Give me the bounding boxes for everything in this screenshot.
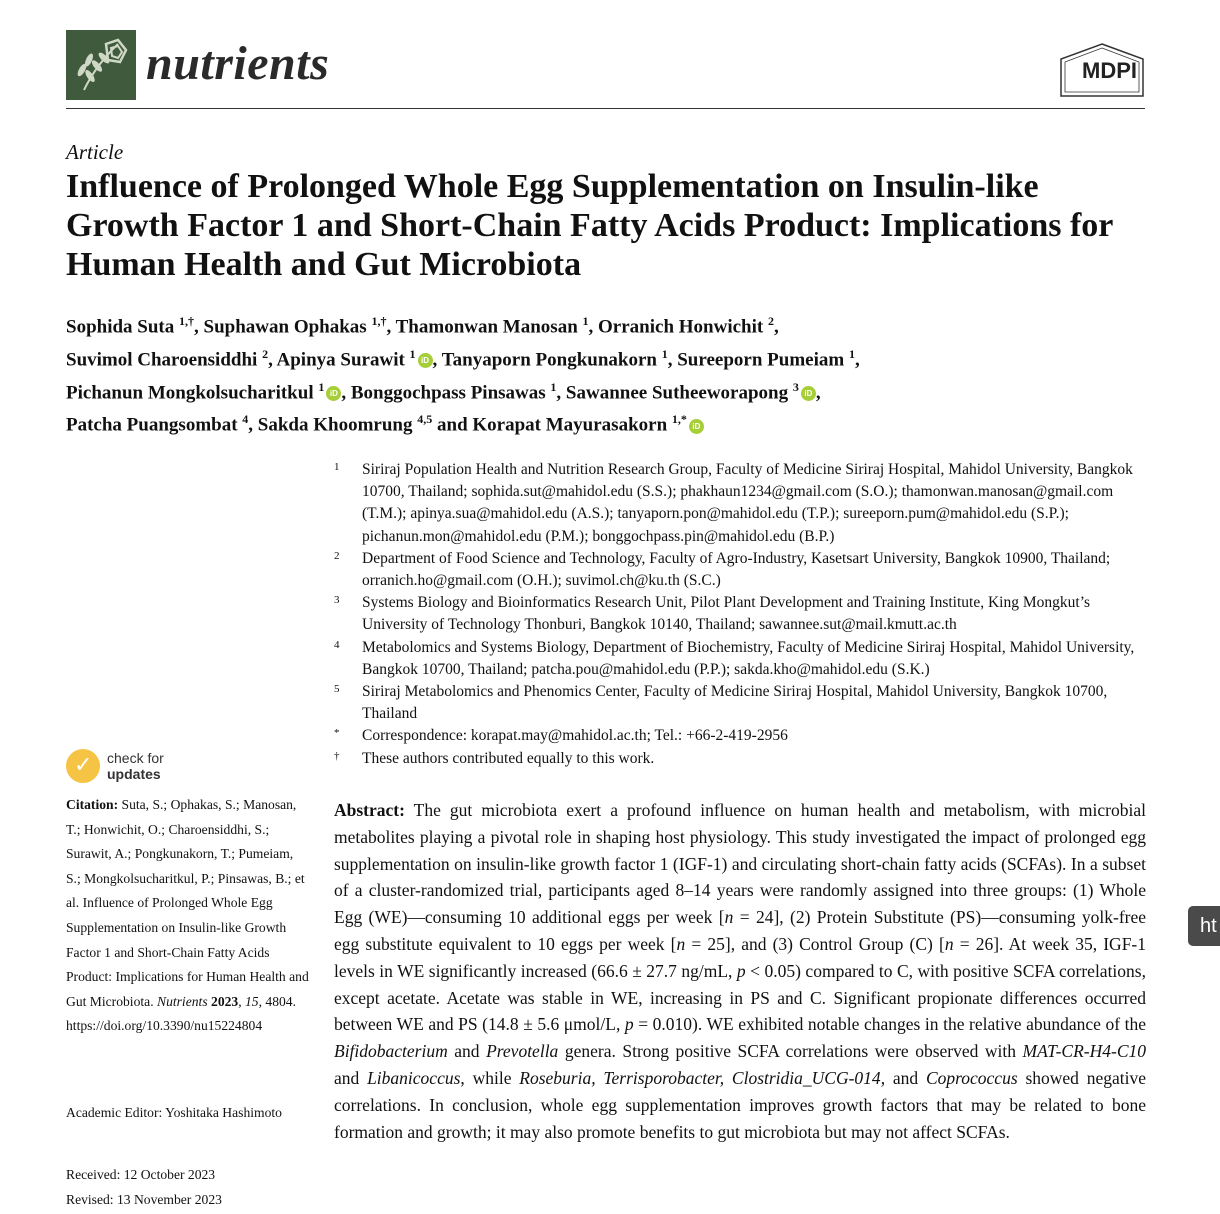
author-name: Orranich Honwichit [598,316,768,338]
side-tab[interactable]: ht [1188,906,1220,946]
author-affil-sup: 1,† [179,314,195,328]
journal-header [66,30,1145,109]
citation-journal: Nutrients [157,993,208,1009]
affiliation-number: 1 [334,461,340,473]
abstract-text: = 25], and (3) Control Group (C) [ [685,933,945,954]
abstract-text: = 24], (2) Protein Substitute (PS)—consuming yolk-free egg substitute equivalent to 10 eggs per week [ [334,907,1147,954]
affiliation-number: 4 [334,638,340,651]
wheat-icon [66,30,136,100]
orcid-icon[interactable]: iD [326,386,341,401]
citation: Citation: Suta, S.; Ophakas, S.; Manosan, T.; Honwichit, O.; Charoensiddhi, S.; Surawit, A.; Pongkunakorn, T.; Pumeiam, S.; Mongkolsucharitkul, P.; Pinsawas, B.; et al. Influence of Prolonged Whole Egg Supplementation on Insulin-like Growth Factor 1 and Short-Chain Fatty Acids Product: Implications for Human Health and Gut Microbiota. Nutrients 2023, 15, 4804. https://doi.org/10.3390/nu15224804 [66,797,309,1034]
affiliation-text: Siriraj Population Health and Nutrition Research Group, Faculty of Medicine Siriraj Hospital, Mahidol University, Bangkok 10700, Thailand; sophida.sut@mahidol.edu (S.S.); phakhaun1234@gmail.com (S.O.); thamonwan.manosan@gmail.com (T.M.); apinya.sua@mahidol.edu (A.S.); tanyaporn.pon@mahidol.edu (T.P.); sureeporn.pum@mahidol.edu (S.P.); pichanun.mon@mahidol.edu (P.M.); bonggochpass.pin@mahidol.edu (B.P.) [362,461,1133,545]
affiliation-item [334,637,1154,681]
affiliation-number: † [334,749,340,762]
author-list: Sophida Suta $^{1,\dagger}$, Suphawan Ophakas $^{1,\dagger}$, Thamonwan Manosan $^1$, Orranich Honwichit $^2$, Suvimol Charoensiddhi $^2$, Apinya Surawit $^1$ iD , Tanyaporn Pongkunakorn $^1$, Sureeporn Pumeiam $^1$, Pichanun Mongkolsucharitkul $^1$ iD , Bonggochpass Pinsawas $^1$, Sawannee Sutheeworapong $^3$ iD , Patcha Puangsombat $^4$, Sakda Khoomrung $^{4,5}$ and Korapat Mayurasakorn $^{1,*}$ iD [66,314,860,436]
journal-name: nutrients [146,37,330,90]
academic-editor: Academic Editor: Yoshitaka Hashimoto [66,1105,282,1120]
revised-date: Revised: 13 November 2023 [66,1191,222,1207]
author-affil-sup: 1,* [671,412,687,427]
affiliation-text: Systems Biology and Bioinformatics Research Unit, Pilot Plant Development and Training Institute, King Mongkut’s University of Technology Thonburi, Bangkok 10140, Thailand; sawannee.sut@mail.kmutt.ac.th [362,594,1091,634]
abstract-italic: Prevotella [486,1041,559,1062]
check-updates-line2: updates [107,766,161,782]
author-affil-sup: 3 [792,379,799,394]
abstract-text: < 0.05) compared to C, with positive SCFA correlations, except acetate. Acetate was stable in WE, increasing in PS and C. Significant propionate differences occurred between WE and PS (14.8 ± 5.6 μmol/L, [334,960,1146,1035]
affiliation-item [334,748,1154,770]
article-dates [66,1163,311,1212]
orcid-icon[interactable]: iD [418,353,433,368]
affiliation-number: * [334,727,340,740]
abstract-label: Abstract: [334,800,405,820]
author-affil-sup: 1 [318,379,325,394]
affiliation-item [334,592,1154,636]
affiliation-text: Correspondence: korapat.may@mahidol.ac.th; Tel.: +66-2-419-2956 [362,727,788,745]
abstract-italic: Roseburia, Terrisporobacter, Clostridia_UCG-014 [519,1067,881,1088]
article-type: Article [66,140,124,164]
abstract-italic: n [676,933,686,954]
affiliation-number: 2 [334,549,340,562]
author-name: Patcha Puangsombat [66,414,243,436]
abstract-text: = 26]. At week 35, IGF-1 levels in WE significantly increased (66.6 ± 27.7 ng/mL, [334,933,1147,981]
abstract-body [334,800,1146,1142]
affiliation-item [334,725,1154,747]
citation-doi[interactable]: , 4804. https://doi.org/10.3390/nu15224804 [66,993,296,1034]
affiliation-item [334,548,1154,592]
affiliation-number: 5 [334,683,340,696]
abstract-italic: MAT-CR-H4-C10 [1022,1041,1146,1062]
author-name: Pichanun Mongkolsucharitkul [66,381,319,403]
mdpi-logo-text: MDPI [1082,58,1137,83]
check-for-updates-button[interactable] [66,749,266,785]
citation-year: 2023 [211,993,239,1009]
author-name: Bonggochpass Pinsawas [350,381,551,403]
abstract-italic: Coprococcus [925,1067,1018,1088]
citation-volume: 15 [245,993,259,1009]
affiliation-text: Siriraj Metabolomics and Phenomics Center, Faculty of Medicine Siriraj Hospital, Mahidol University, Bangkok 10700, Thailand [362,683,1108,723]
received-date: Received: 12 October 2023 [66,1167,216,1182]
author-affil-sup: 1 [661,346,668,361]
abstract-italic: n [944,933,954,954]
author-affil-sup: 1 [550,379,557,394]
affiliation-item [334,459,1154,548]
abstract-italic: n [724,907,734,928]
check-updates-line1: check for [107,750,164,766]
abstract [334,797,1146,1145]
abstract-italic: p [736,960,746,981]
nutrients-logo [66,30,136,100]
author-affil-sup: 1 [409,346,416,361]
abstract-text: showed negative correlations. In conclusion, whole egg supplementation improves growth factors that may be related to bone formation and growth; it may also promote benefits to gut microbiota but may not affect SCFAs. [334,1067,1146,1142]
author-affil-sup: 2 [262,346,269,361]
citation-label: Citation: [66,797,119,812]
author-name: Sawannee Sutheeworapong [565,381,793,403]
author-name: Sureeporn Pumeiam [677,349,849,371]
checkmark-icon: ✓ [74,753,93,778]
affiliation-text: Department of Food Science and Technology, Faculty of Agro-Industry, Kasetsart University, Bangkok 10900, Thailand; orranich.ho@gmail.com (O.H.); suvimol.ch@ku.th (S.C.) [362,549,1111,590]
abstract-text: = 0.010). WE exhibited notable changes in the relative abundance of the [633,1014,1146,1035]
citation-text: Suta, S.; Ophakas, S.; Manosan, T.; Honwichit, O.; Charoensiddhi, S.; Surawit, A.; Pongkunakorn, T.; Pumeiam, S.; Mongkolsucharitkul, P.; Pinsawas, B.; et al. Influence of Prolonged Whole Egg Supplementation on Insulin-like Growth Factor 1 and Short-Chain Fatty Acids Product: Implications for Human Health and Gut Microbiota. [66,797,309,1009]
abstract-italic: Bifidobacterium [334,1041,448,1062]
author-affil-sup: 2 [767,314,774,328]
abstract-text: and [447,1041,487,1062]
author-name: Suphawan Ophakas [203,316,372,338]
affiliation-text: Metabolomics and Systems Biology, Department of Biochemistry, Faculty of Medicine Siriraj Hospital, Mahidol University, Bangkok 10700, Thailand; patcha.pou@mahidol.edu (P.P.); sakda.kho@mahidol.edu (S.K.) [362,638,1135,678]
affiliation-text: These authors contributed equally to this work. [362,749,655,767]
author-name: Suvimol Charoensiddhi [66,349,263,371]
abstract-italic: p [624,1014,634,1035]
author-name: Thamonwan Manosan [395,316,583,338]
author-affil-sup: 4,5 [417,412,433,427]
author-affil-sup: 1,† [371,314,387,328]
author-name: Tanyaporn Pongkunakorn [441,349,662,371]
author-name: Apinya Surawit [276,349,410,371]
author-name: Sophida Suta [66,316,180,338]
abstract-text: The gut microbiota exert a profound influence on human health and metabolism, with microbial metabolites playing a pivotal role in shaping host physiology. This study investigated the impact of prolonged egg supplementation on insulin-like growth factor 1 (IGF-1) and circulating short-chain fatty acids (SCFAs). In a subset of a cluster-randomized trial, participants aged 8–14 years were randomly assigned into three groups: (1) Whole Egg (WE)—consuming 10 additional eggs per week [ [334,800,1146,928]
author-name: Sakda Khoomrung [257,414,418,436]
article-title: Influence of Prolonged Whole Egg Supplementation on Insulin-like Growth Factor 1 and Short-Chain Fatty Acids Product: Implications for Human Health and Gut Microbiota [66,168,1113,283]
affiliation-item [334,681,1154,725]
author-affil-sup: 4 [242,412,249,427]
author-affil-sup: 1 [848,346,855,361]
abstract-text: genera. Strong positive SCFA correlations were observed with [558,1041,1023,1062]
orcid-icon[interactable]: iD [801,386,816,401]
affiliations [334,459,1154,770]
abstract-text: and [334,1067,368,1088]
abstract-text: , and [880,1067,926,1088]
affiliation-number: 3 [334,594,340,607]
author-name: Korapat Mayurasakorn [472,414,672,436]
author-affil-sup: 1 [582,314,589,328]
orcid-icon[interactable]: iD [689,419,704,434]
abstract-text: , while [460,1067,520,1088]
abstract-italic: Libanicoccus [367,1067,461,1088]
